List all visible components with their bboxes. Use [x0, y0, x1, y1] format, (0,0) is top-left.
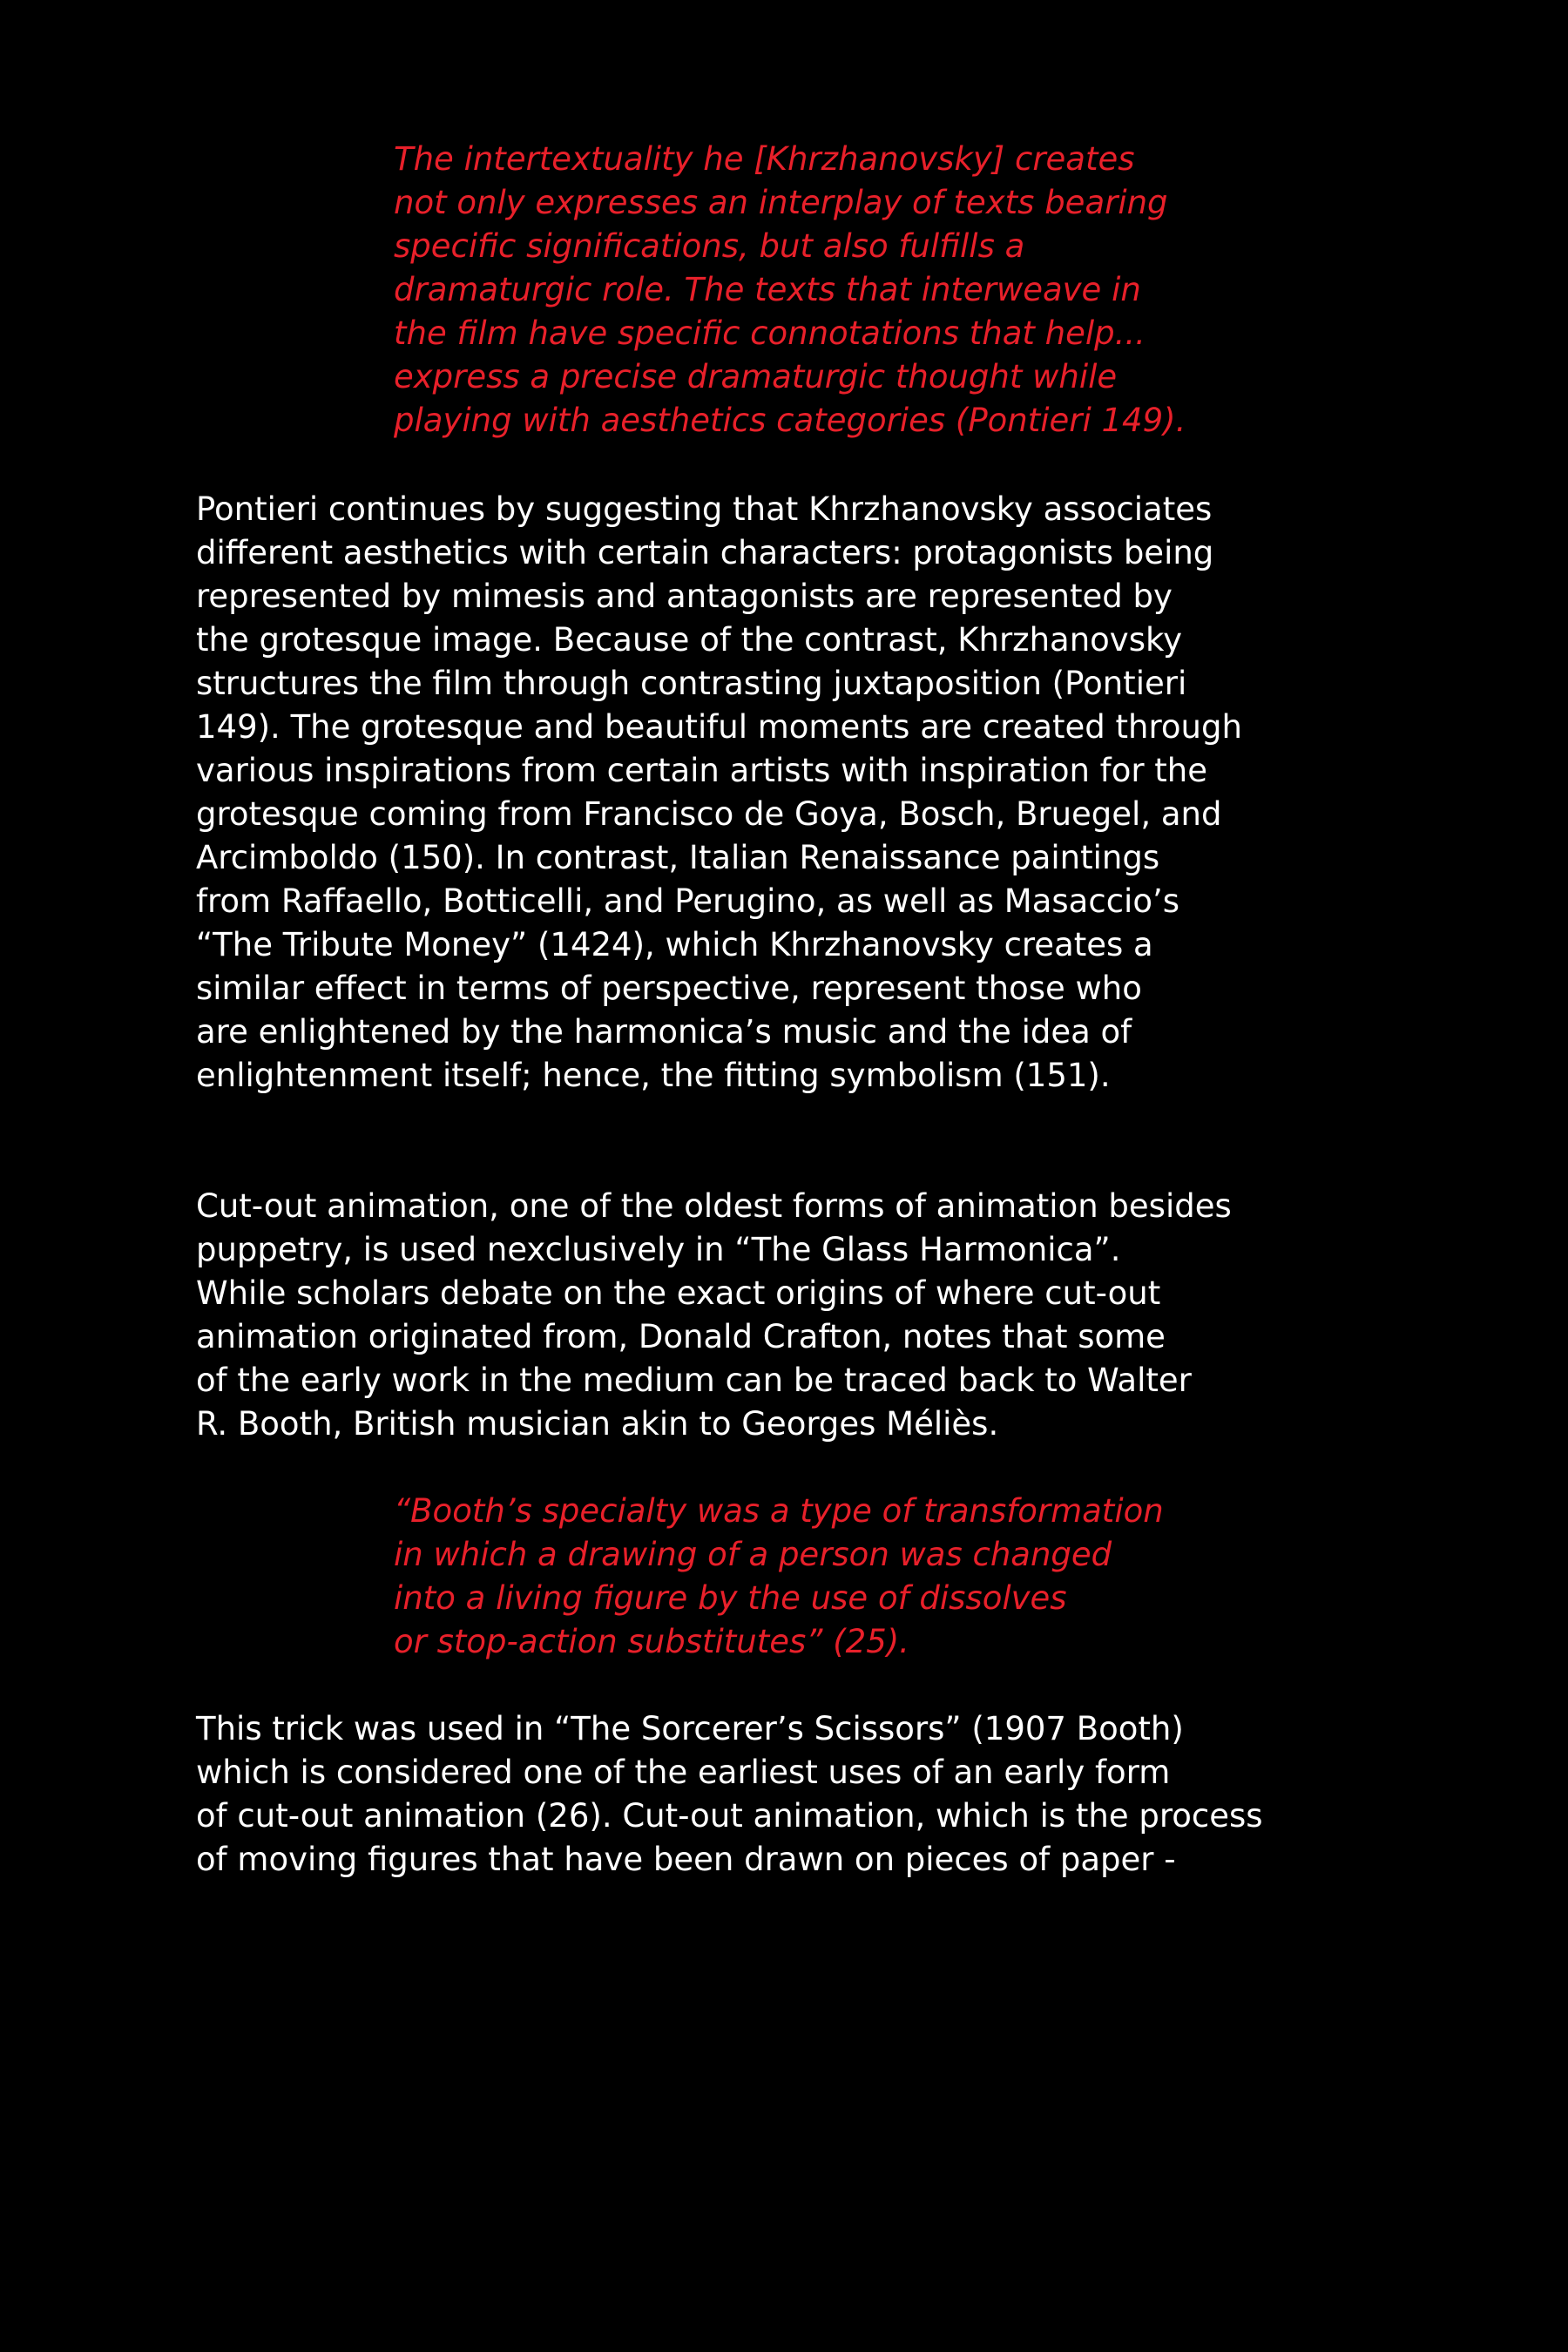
block-quote-khrzhanovsky [394, 138, 1186, 443]
quote-line: specific significations, but also fulfills a [394, 227, 1025, 265]
quote-line: The intertextuality he [Khrzhanovsky] creates [394, 140, 1135, 178]
paragraph-line: various inspirations from certain artists with inspiration for the [196, 752, 1208, 789]
quote-line: express a precise dramaturgic thought while [394, 358, 1118, 395]
paragraph-line: 149). The grotesque and beautiful moments are created through [196, 708, 1242, 746]
paragraph-line: animation originated from, Donald Crafton, notes that some [196, 1318, 1166, 1355]
quote-line: the film have specific connotations that help... [394, 314, 1146, 352]
paragraph-line: Pontieri continues by suggesting that Khrzhanovsky associates [196, 490, 1213, 528]
paragraph-line: Arcimboldo (150). In contrast, Italian Renaissance paintings [196, 839, 1160, 876]
quote-line: dramaturgic role. The texts that interweave in [394, 271, 1141, 308]
paragraph-line: of cut-out animation (26). Cut-out animation, which is the process [196, 1797, 1263, 1835]
paragraph-cutout-animation [196, 1185, 1232, 1446]
paragraph-sorcerers-scissors [196, 1707, 1263, 1882]
quote-line: or stop-action substitutes” (25). [394, 1623, 909, 1660]
paragraph-line: from Raffaello, Botticelli, and Perugino, as well as Masaccio’s [196, 882, 1179, 920]
quote-line: “Booth’s specialty was a type of transformation [394, 1492, 1164, 1530]
paragraph-line: grotesque coming from Francisco de Goya, Bosch, Bruegel, and [196, 795, 1222, 833]
paragraph-line: puppetry, is used nexclusively in “The Glass Harmonica”. [196, 1231, 1121, 1268]
paragraph-line: similar effect in terms of perspective, represent those who [196, 970, 1142, 1007]
quote-line: not only expresses an interplay of texts bearing [394, 184, 1168, 221]
quote-line: playing with aesthetics categories (Pontieri 149). [394, 402, 1186, 439]
paragraph-pontieri [196, 488, 1242, 1098]
paragraph-line: of moving figures that have been drawn on pieces of paper - [196, 1841, 1176, 1878]
paragraph-line: which is considered one of the earliest uses of an early form [196, 1754, 1171, 1791]
paragraph-line: enlightenment itself; hence, the fitting symbolism (151). [196, 1057, 1111, 1094]
paragraph-line: structures the film through contrasting juxtaposition (Pontieri [196, 665, 1187, 702]
paragraph-line: represented by mimesis and antagonists are represented by [196, 578, 1173, 615]
paragraph-line: This trick was used in “The Sorcerer’s Scissors” (1907 Booth) [196, 1710, 1184, 1747]
paragraph-line: Cut-out animation, one of the oldest forms of animation besides [196, 1187, 1232, 1225]
paragraph-line: of the early work in the medium can be traced back to Walter [196, 1362, 1192, 1399]
block-quote-booth [394, 1490, 1164, 1664]
paragraph-line: “The Tribute Money” (1424), which Khrzhanovsky creates a [196, 926, 1153, 963]
paragraph-line: R. Booth, British musician akin to Georges Méliès. [196, 1405, 999, 1443]
paragraph-line: the grotesque image. Because of the contrast, Khrzhanovsky [196, 621, 1182, 659]
paragraph-line: While scholars debate on the exact origins of where cut-out [196, 1274, 1161, 1312]
paragraph-line: are enlightened by the harmonica’s music and the idea of [196, 1013, 1132, 1051]
paragraph-line: different aesthetics with certain characters: protagonists being [196, 534, 1214, 571]
quote-line: in which a drawing of a person was changed [394, 1536, 1112, 1573]
quote-line: into a living figure by the use of dissolves [394, 1579, 1067, 1617]
